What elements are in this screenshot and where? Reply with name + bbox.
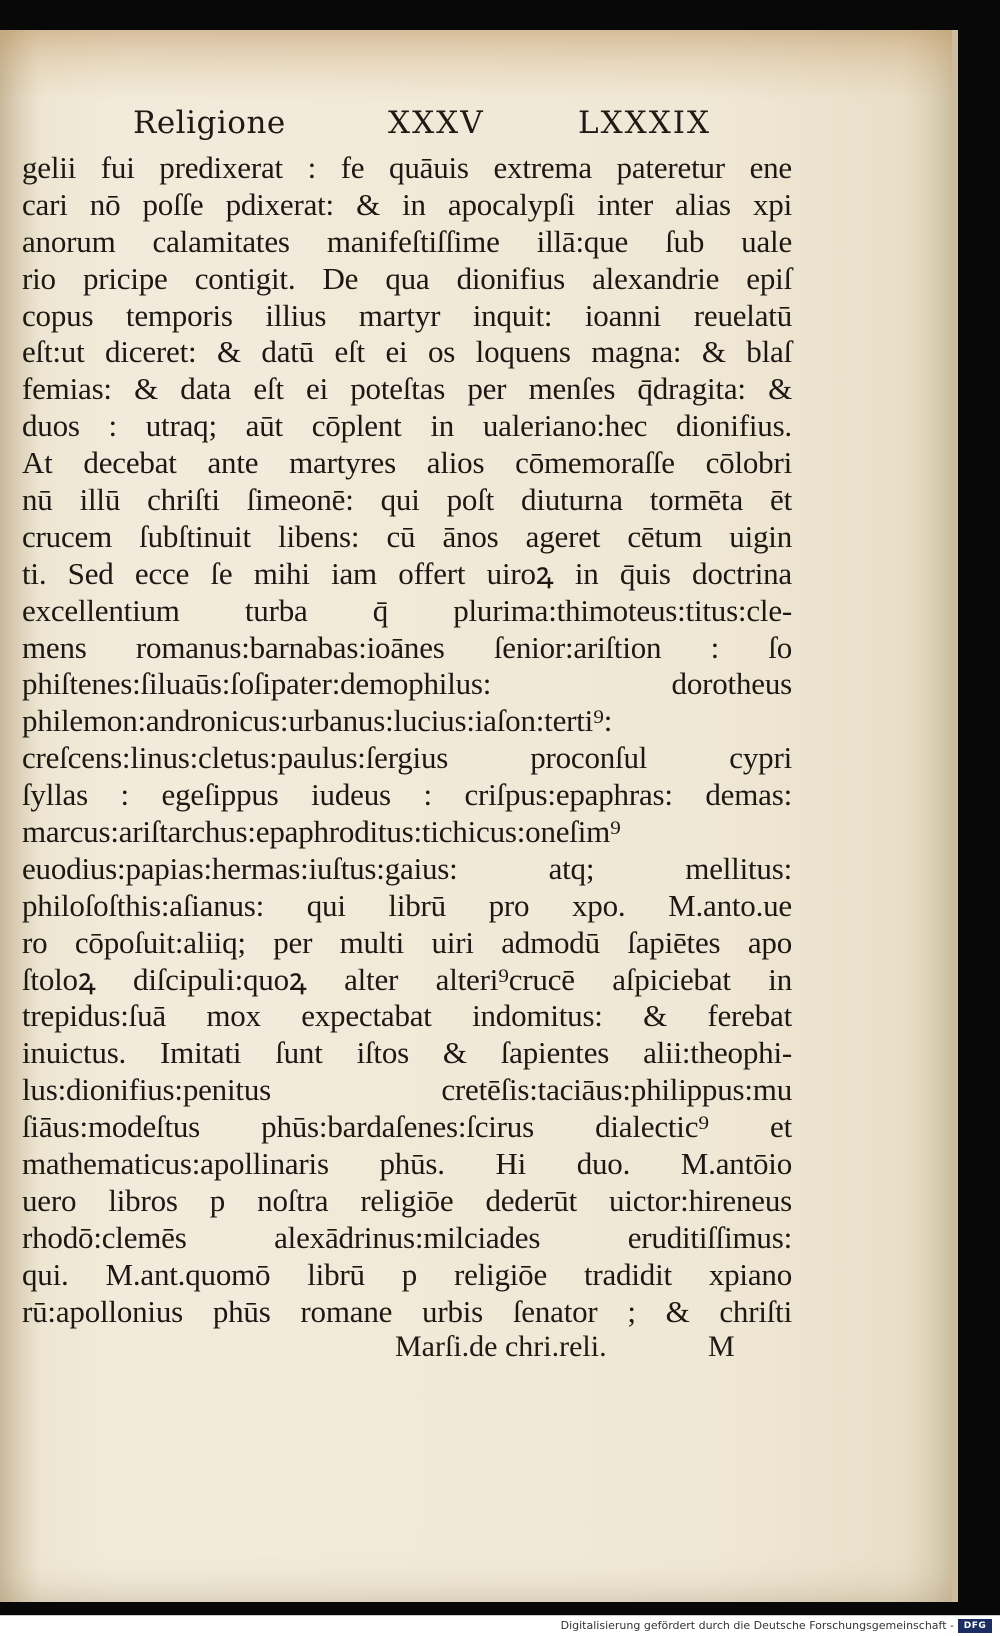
text-line: marcus:ariſtarchus:epaphroditus:tichicus:oneſim⁹ — [22, 814, 621, 850]
text-line: duos : utraq; aūt cōplent in ualeriano:hec dionifius. — [22, 408, 792, 444]
text-line: crucem ſubſtinuit libens: cū ānos ageret cētum uigin — [22, 518, 792, 554]
text-line: ro cōpoſuit:aliiq; per multi uiri admodū ſapiētes apo — [22, 924, 792, 960]
running-head — [0, 105, 958, 145]
text-line: creſcens:linus:cletus:paulus:ſergius proconſul cypri — [22, 740, 792, 776]
text-line: gelii fui predixerat : fe quāuis extrema pateretur ene — [22, 150, 792, 185]
text-line: inuictus. Imitati ſunt iſtos & ſapientes alii:theophi- — [22, 1035, 792, 1071]
text-line: anorum calamitates manifeſtiſſime illā:que ſub uale — [22, 223, 792, 259]
text-line: mathematicus:apollinaris phūs. Hi duo. M.antōio — [22, 1146, 792, 1182]
dfg-logo[interactable]: DFG — [958, 1619, 992, 1633]
gathering-mark: M — [708, 1330, 735, 1363]
text-line: rū:apollonius phūs romane urbis ſenator ; & chriſti — [22, 1293, 792, 1329]
book-page — [0, 30, 958, 1602]
folio-number: LXXXIX — [578, 105, 712, 141]
text-line: mens romanus:barnabas:ioānes ſenior:ariſtion : ſo — [22, 629, 792, 665]
page-footer — [0, 1330, 958, 1370]
text-line: ſiāus:modeſtus phūs:bardaſenes:ſcirus dialectic⁹ et — [22, 1109, 792, 1145]
text-line: lus:dionifius:penitus cretēſis:taciāus:philippus:mu — [22, 1072, 792, 1108]
text-line: femias: & data eſt ei poteſtas per menſes q̄dragita: & — [22, 371, 792, 407]
text-line: eſt:ut diceret: & datū eſt ei os loquens magna: & blaſ — [22, 334, 792, 370]
text-line: philoſoſthis:aſianus: qui librū pro xpo. M.anto.ue — [22, 887, 792, 923]
credit-bar — [0, 1615, 1000, 1636]
text-line: At decebat ante martyres alios cōmemoraſſe cōlobri — [22, 445, 792, 481]
text-line: copus temporis illius martyr inquit: ioanni reuelatū — [22, 297, 792, 333]
text-line: rio pricipe contigit. De qua dionifius alexandrie epiſ — [22, 260, 792, 296]
text-line: rhodō:clemēs alexādrinus:milciades eruditiſſimus: — [22, 1219, 792, 1255]
text-line: ſtoloꝝ diſcipuli:quoꝝ alter alteri⁹crucē aſpiciebat in — [22, 961, 792, 997]
text-line: philemon:andronicus:urbanus:lucius:iaſon:terti⁹: — [22, 703, 613, 739]
running-head-title: Religione — [133, 105, 286, 141]
text-line: cari nō poſſe pdixerat: & in apocalypſi inter alias xpi — [22, 186, 792, 222]
signature-line: Marſi.de chri.reli. — [395, 1330, 607, 1363]
text-line: qui. M.ant.quomō librū p religiōe tradidit xpiano — [22, 1256, 792, 1292]
text-line: ti. Sed ecce ſe mihi iam offert uiroꝝ in q̄uis doctrina — [22, 555, 792, 591]
text-line: ſyllas : egeſippus iudeus : criſpus:epaphras: demas: — [22, 777, 792, 813]
text-line: trepidus:ſuā mox expectabat indomitus: & ferebat — [22, 998, 792, 1034]
body-text — [22, 150, 792, 1331]
running-head-chapter: XXXV — [388, 105, 485, 141]
text-line: euodius:papias:hermas:iuſtus:gaius: atq; mellitus: — [22, 850, 792, 886]
text-line: excellentium turba q̄ plurima:thimoteus:titus:cle- — [22, 592, 792, 628]
text-line: phiſtenes:ſiluaūs:ſoſipater:demophilus: dorotheus — [22, 666, 792, 702]
funding-credit: Digitalisierung gefördert durch die Deutsche Forschungsgemeinschaft - — [560, 1619, 954, 1632]
text-line: nū illū chriſti ſimeonē: qui poſt diuturna tormēta ēt — [22, 482, 792, 518]
text-line: uero libros p noſtra religiōe dederūt uictor:hireneus — [22, 1182, 792, 1218]
